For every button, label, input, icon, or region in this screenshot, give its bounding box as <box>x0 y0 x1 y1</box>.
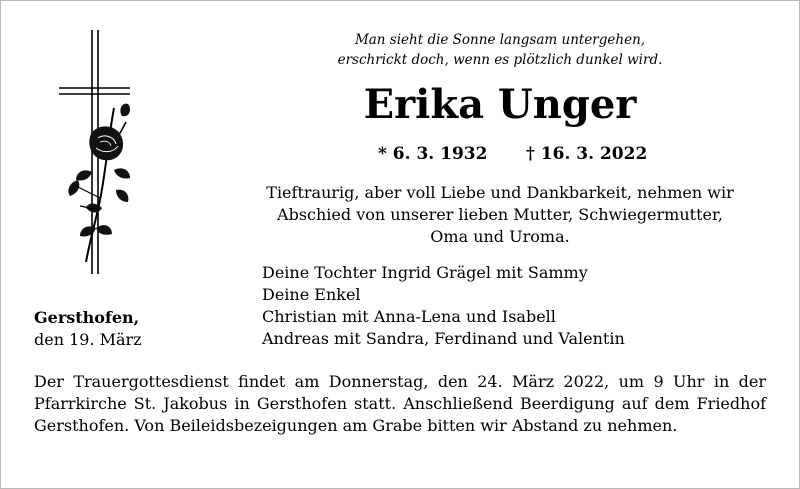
funeral-notice: Der Trauergottesdienst findet am Donnerstag, den 24. März 2022, um 9 Uhr in der Pfarrkirche St. Jakobus in Gersthofen statt. Anschließend Beerdigung auf dem Friedhof Gersthofen. Von Beileidsbezeigungen am Grabe bitten wir Abstand zu nehmen. <box>34 372 766 435</box>
family-member: Andreas mit Sandra, Ferdinand und Valentin <box>262 329 625 348</box>
intro-line: Tieftraurig, aber voll Liebe und Dankbarkeit, nehmen wir <box>266 183 734 202</box>
family-member: Christian mit Anna-Lena und Isabell <box>262 307 556 326</box>
deceased-name: Erika Unger <box>363 81 637 128</box>
family-member: Deine Tochter Ingrid Grägel mit Sammy <box>262 263 588 282</box>
death-date: † 16. 3. 2022 <box>526 144 648 164</box>
quote-line: erschrickt doch, wenn es plötzlich dunkel wird. <box>337 52 663 68</box>
intro-line: Abschied von unserer lieben Mutter, Schwiegermutter, <box>277 205 723 224</box>
quote <box>330 30 670 70</box>
family-list <box>262 262 782 350</box>
place-city: Gersthofen, <box>34 308 140 327</box>
birth-date: * 6. 3. 1932 <box>378 144 488 164</box>
place-date: den 19. März <box>34 330 142 349</box>
cross-with-rose-icon <box>56 30 136 276</box>
intro-line: Oma und Uroma. <box>430 227 570 246</box>
place-and-date <box>34 307 142 351</box>
quote-line: Man sieht die Sonne langsam untergehen, <box>354 32 646 48</box>
family-member: Deine Enkel <box>262 285 361 304</box>
mourning-intro <box>230 182 770 248</box>
